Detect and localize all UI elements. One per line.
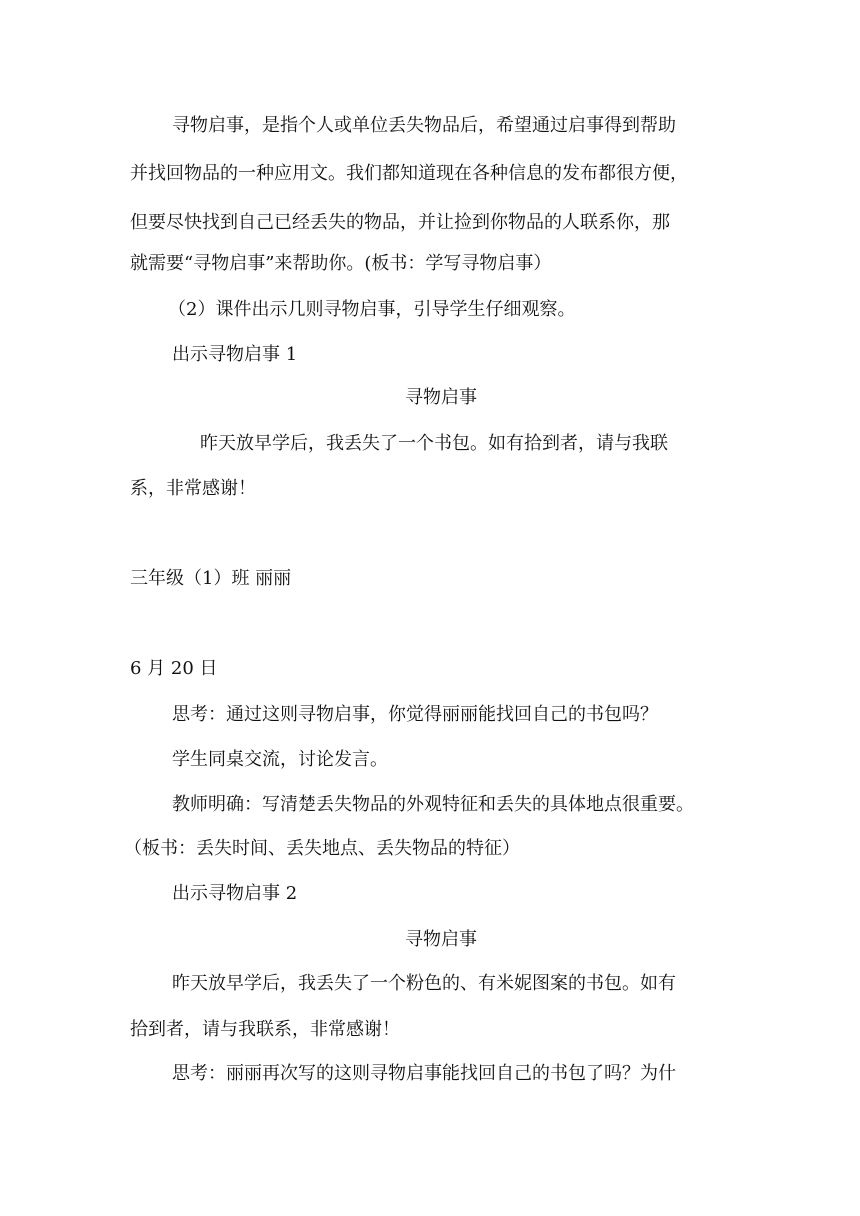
notice-date: 6 月 20 日 xyxy=(130,658,218,679)
paragraph-line: 学生同桌交流，讨论发言。 xyxy=(172,749,388,770)
paragraph-line: （板书：丢失时间、丢失地点、丢失物品的特征） xyxy=(124,838,520,859)
paragraph-line: 思考：通过这则寻物启事，你觉得丽丽能找回自己的书包吗？ xyxy=(172,704,658,725)
notice-signature: 三年级（1）班 丽丽 xyxy=(130,568,292,589)
notice-body-line: 拾到者，请与我联系，非常感谢！ xyxy=(130,1019,400,1040)
notice-title-1: 寻物启事 xyxy=(405,387,477,408)
notice-body-line: 系，非常感谢！ xyxy=(130,478,256,499)
notice-heading-2: 出示寻物启事 2 xyxy=(172,883,298,904)
paragraph-line: 寻物启事，是指个人或单位丢失物品后，希望通过启事得到帮助 xyxy=(172,115,676,136)
paragraph-line: （2）课件出示几则寻物启事，引导学生仔细观察。 xyxy=(168,299,576,320)
paragraph-line: 并找回物品的一种应用文。我们都知道现在各种信息的发布都很方便， xyxy=(130,163,688,184)
notice-heading-1: 出示寻物启事 1 xyxy=(172,344,298,365)
paragraph-line: 思考：丽丽再次写的这则寻物启事能找回自己的书包了吗？为什 xyxy=(172,1063,676,1084)
paragraph-line: 就需要“寻物启事”来帮助你。(板书：学写寻物启事） xyxy=(130,253,552,274)
notice-body-line: 昨天放早学后，我丢失了一个书包。如有拾到者，请与我联 xyxy=(200,433,668,454)
paragraph-line: 但要尽快找到自己已经丢失的物品，并让捡到你物品的人联系你，那 xyxy=(130,212,670,233)
notice-title-2: 寻物启事 xyxy=(405,929,477,950)
notice-body-line: 昨天放早学后，我丢失了一个粉色的、有米妮图案的书包。如有 xyxy=(172,973,676,994)
paragraph-line: 教师明确：写清楚丢失物品的外观特征和丢失的具体地点很重要。 xyxy=(172,794,694,815)
